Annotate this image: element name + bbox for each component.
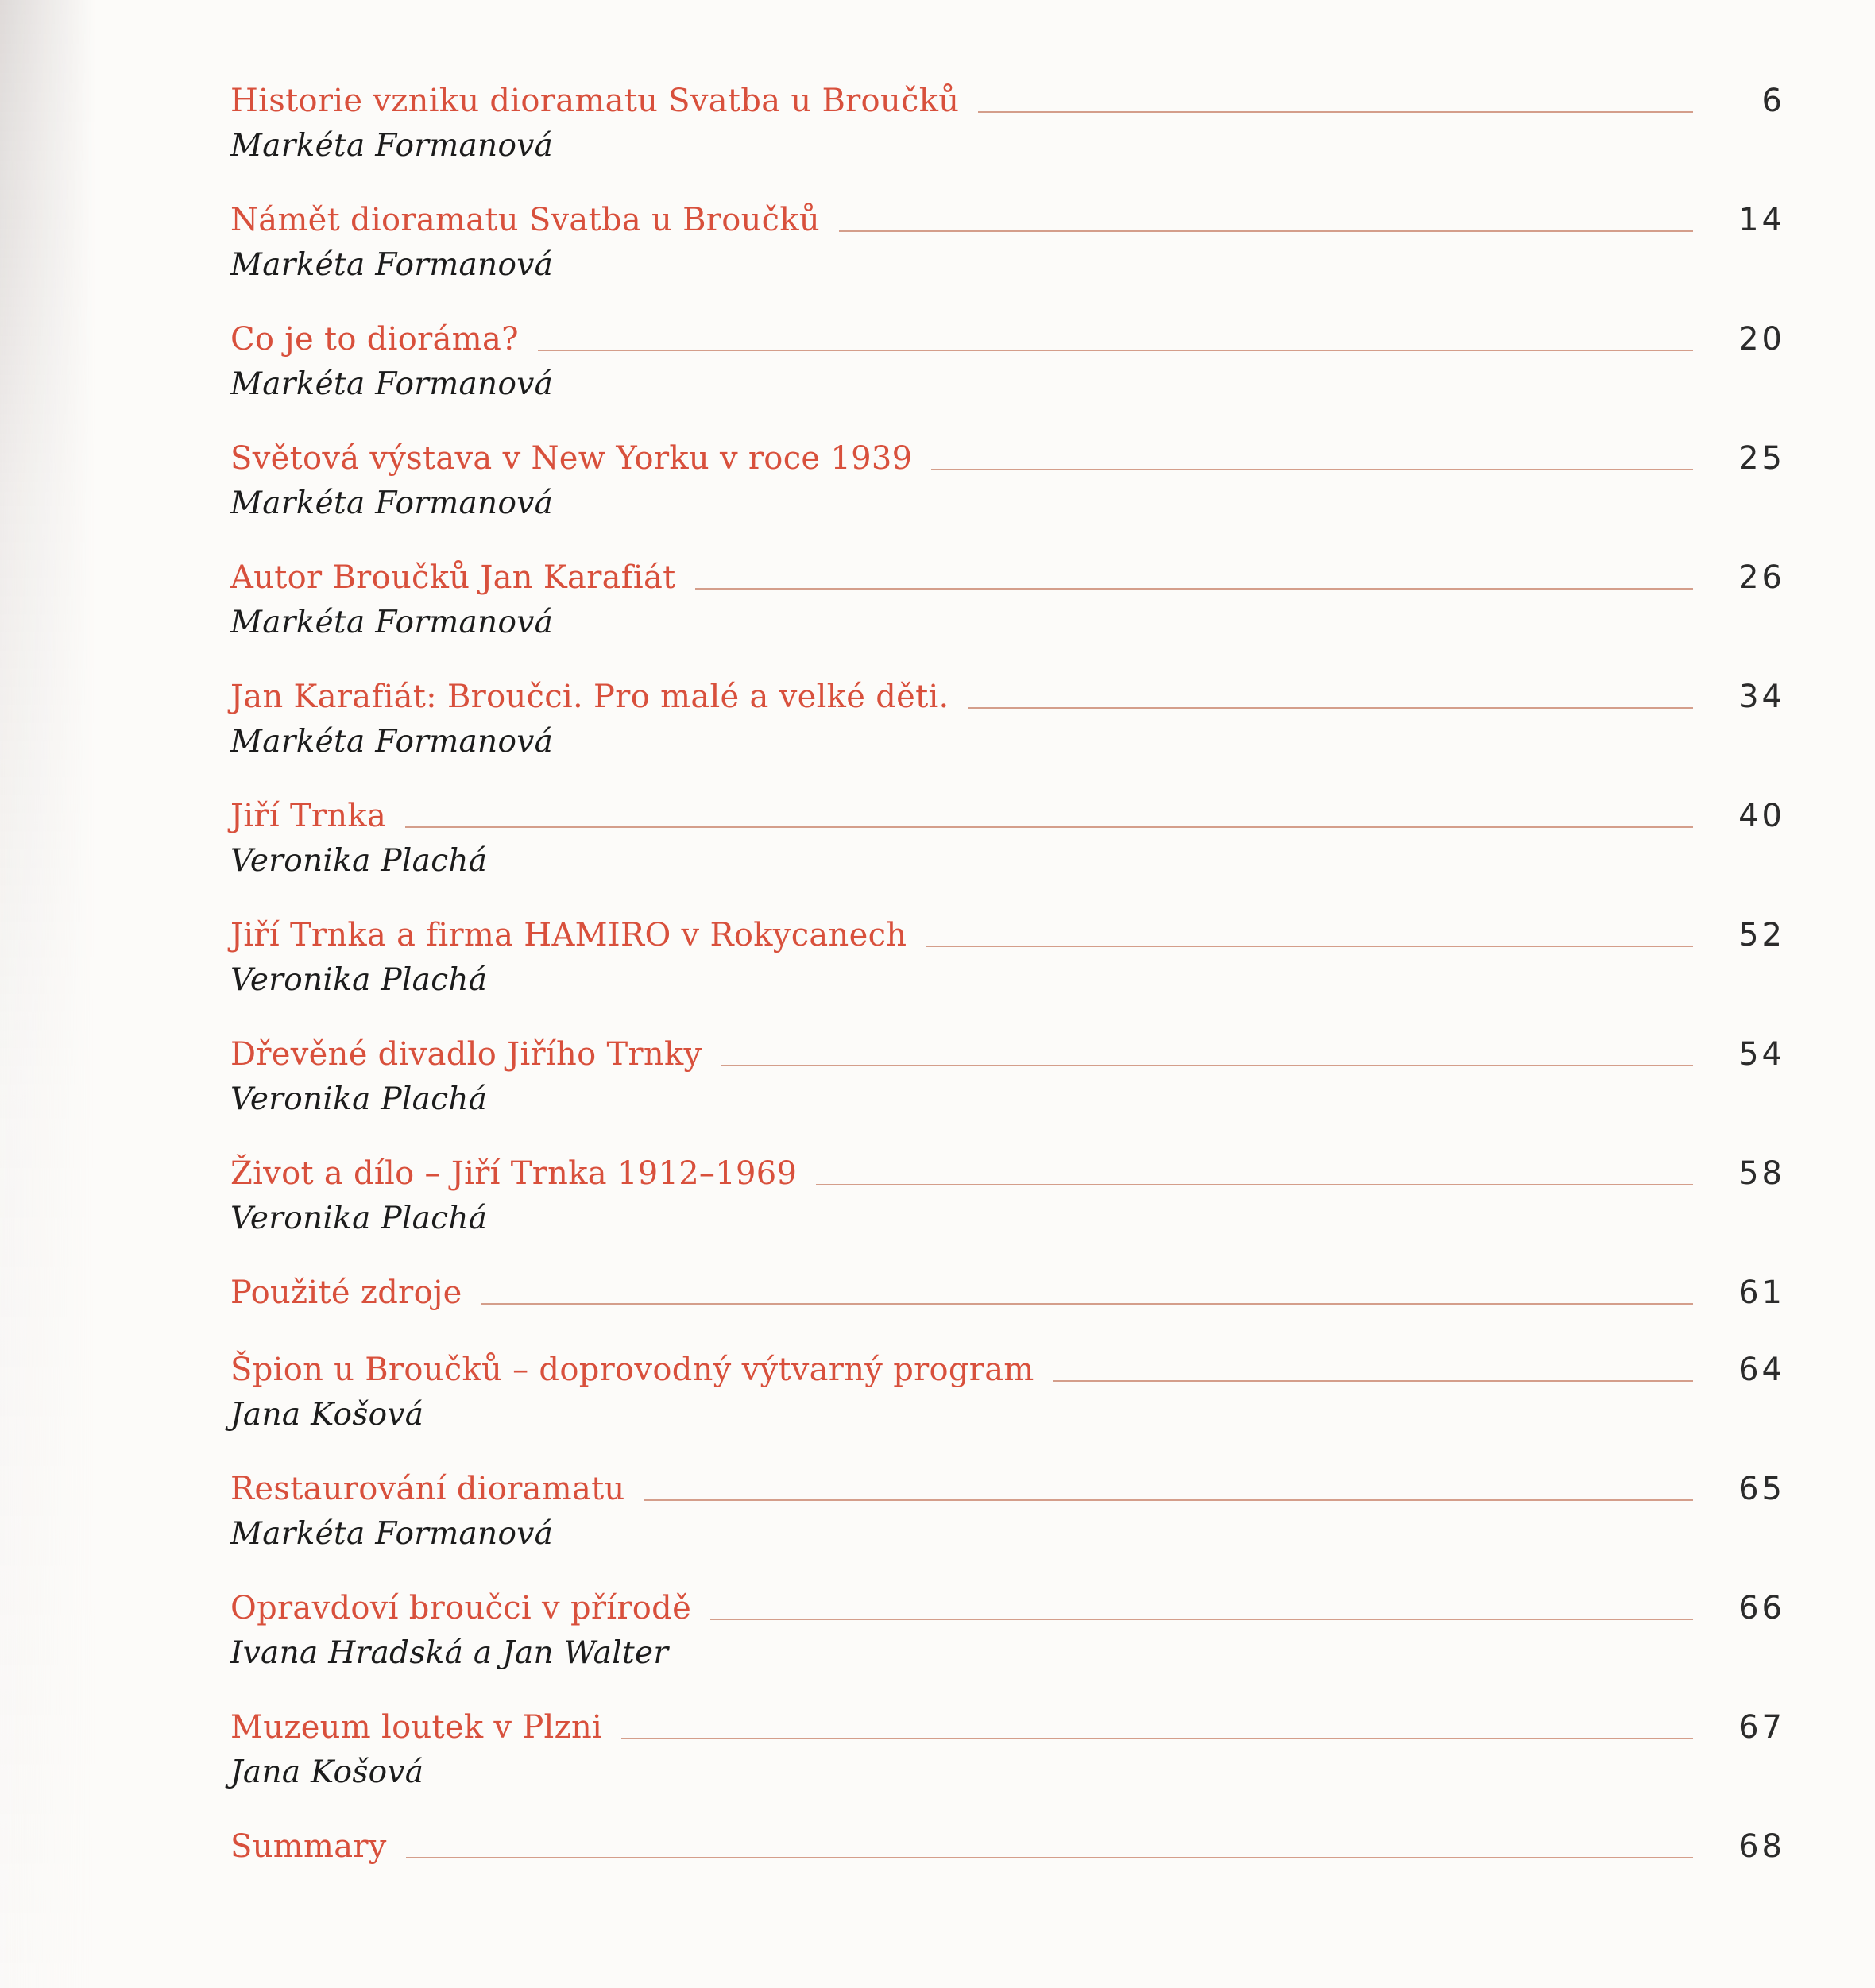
entry-author: Markéta Formanová [230, 1516, 554, 1552]
entry-page-number: 25 [1738, 440, 1785, 477]
toc-entry-title-row [230, 1036, 1785, 1073]
entry-author: Veronika Plachá [230, 843, 488, 879]
leader-line [931, 469, 1693, 470]
toc-entry-title-row [230, 202, 1785, 239]
toc-entry [230, 83, 1785, 164]
entry-title: Co je to dioráma? [230, 321, 519, 358]
entry-author: Markéta Formanová [230, 605, 554, 640]
toc-entry [230, 1352, 1785, 1433]
toc-entry [230, 440, 1785, 522]
entry-page-number: 34 [1738, 679, 1785, 715]
page-left-edge-shadow [0, 0, 95, 1988]
leader-line [721, 1065, 1693, 1066]
toc-entry-title-row [230, 321, 1785, 358]
toc-entry [230, 1155, 1785, 1237]
entry-title: Námět dioramatu Svatba u Broučků [230, 202, 820, 238]
entry-title: Světová výstava v New Yorku v roce 1939 [230, 440, 913, 477]
toc-entry-title-row [230, 440, 1785, 478]
toc-entry [230, 202, 1785, 284]
toc-entry-title-row [230, 1590, 1785, 1627]
entry-author: Veronika Plachá [230, 1201, 488, 1236]
entry-title: Špion u Broučků – doprovodný výtvarný program [230, 1352, 1034, 1388]
toc-entry-title-row [230, 917, 1785, 954]
entry-title: Autor Broučků Jan Karafiát [230, 559, 676, 596]
toc-entry [230, 1471, 1785, 1553]
toc-entry-title-row [230, 1155, 1785, 1193]
leader-line [644, 1499, 1693, 1501]
entry-page-number: 58 [1738, 1155, 1785, 1192]
toc-entry [230, 1590, 1785, 1672]
leader-line [816, 1184, 1693, 1185]
leader-line [978, 111, 1693, 113]
toc-entry [230, 1274, 1785, 1312]
toc-entry-title-row [230, 1709, 1785, 1746]
toc-entry [230, 798, 1785, 880]
entry-title: Historie vzniku dioramatu Svatba u Broučků [230, 83, 960, 119]
leader-line [406, 1857, 1693, 1858]
leader-line [538, 350, 1693, 351]
toc-list [230, 83, 1785, 1866]
leader-line [839, 230, 1693, 232]
entry-page-number: 67 [1738, 1709, 1785, 1746]
entry-title: Dřevěné divadlo Jiřího Trnky [230, 1036, 702, 1073]
leader-line [621, 1738, 1693, 1739]
toc-entry-title-row [230, 679, 1785, 716]
leader-line [926, 946, 1693, 947]
entry-author: Markéta Formanová [230, 247, 554, 283]
toc-entry [230, 321, 1785, 403]
entry-page-number: 26 [1738, 559, 1785, 596]
entry-page-number: 66 [1738, 1590, 1785, 1626]
toc-entry-title-row [230, 1828, 1785, 1866]
entry-page-number: 64 [1738, 1352, 1785, 1388]
toc-entry [230, 917, 1785, 999]
toc-entry-title-row [230, 559, 1785, 597]
toc-entry [230, 679, 1785, 760]
entry-page-number: 61 [1738, 1274, 1785, 1311]
entry-title: Summary [230, 1828, 387, 1865]
toc-entry [230, 1828, 1785, 1866]
toc-entry-title-row [230, 1352, 1785, 1389]
leader-line [695, 588, 1694, 590]
entry-author: Markéta Formanová [230, 485, 554, 521]
entry-author: Jana Košová [230, 1397, 424, 1433]
entry-title: Restaurování dioramatu [230, 1471, 625, 1507]
entry-title: Jiří Trnka a firma HAMIRO v Rokycanech [230, 917, 907, 953]
toc-entry-title-row [230, 83, 1785, 120]
entry-page-number: 40 [1738, 798, 1785, 834]
entry-author: Markéta Formanová [230, 724, 554, 760]
entry-author: Veronika Plachá [230, 962, 488, 998]
entry-page-number: 6 [1761, 83, 1785, 119]
entry-page-number: 65 [1738, 1471, 1785, 1507]
entry-author: Ivana Hradská a Jan Walter [230, 1635, 669, 1671]
entry-page-number: 68 [1738, 1828, 1785, 1865]
leader-line [710, 1619, 1693, 1620]
entry-title: Opravdoví broučci v přírodě [230, 1590, 692, 1626]
entry-title: Jiří Trnka [230, 798, 387, 834]
toc-entry [230, 1036, 1785, 1118]
entry-page-number: 52 [1738, 917, 1785, 953]
leader-line [481, 1303, 1693, 1305]
entry-page-number: 20 [1738, 321, 1785, 358]
entry-title: Použité zdroje [230, 1274, 462, 1311]
entry-author: Markéta Formanová [230, 366, 554, 402]
leader-line [968, 707, 1693, 709]
entry-title: Muzeum loutek v Plzni [230, 1709, 603, 1746]
toc-entry-title-row [230, 798, 1785, 835]
leader-line [1053, 1380, 1693, 1382]
entry-author: Markéta Formanová [230, 128, 554, 164]
entry-author: Jana Košová [230, 1754, 424, 1790]
entry-author: Veronika Plachá [230, 1081, 488, 1117]
entry-title: Jan Karafiát: Broučci. Pro malé a velké děti. [230, 679, 949, 715]
entry-title: Život a dílo – Jiří Trnka 1912–1969 [230, 1155, 798, 1192]
toc-entry-title-row [230, 1471, 1785, 1508]
entry-page-number: 54 [1738, 1036, 1785, 1073]
toc-entry [230, 1709, 1785, 1791]
entry-page-number: 14 [1738, 202, 1785, 238]
leader-line [405, 826, 1693, 828]
toc-entry-title-row [230, 1274, 1785, 1312]
toc-entry [230, 559, 1785, 641]
